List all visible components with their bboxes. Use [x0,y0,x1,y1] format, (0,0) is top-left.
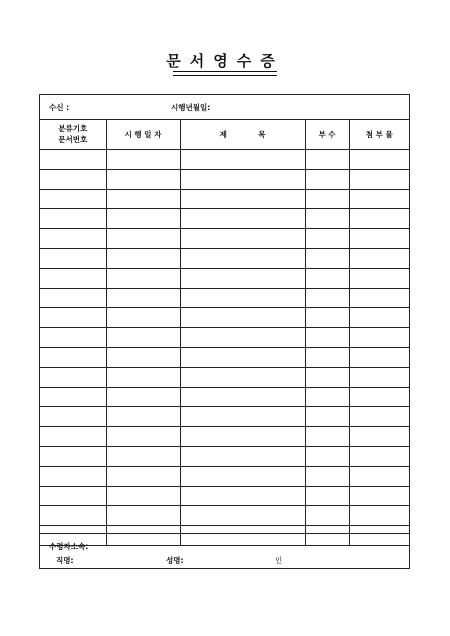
table-row [40,248,409,268]
table-row [40,268,409,288]
table-cell[interactable] [349,189,409,209]
table-cell[interactable] [40,347,106,367]
signature-area [40,533,409,570]
table-row [40,169,409,189]
table-cell[interactable] [305,506,349,526]
table-cell[interactable] [349,367,409,387]
table-cell[interactable] [40,288,106,308]
table-row [40,347,409,367]
table-cell[interactable] [180,347,305,367]
table-row [40,308,409,328]
table-cell[interactable] [106,446,180,466]
table-cell[interactable] [106,248,180,268]
code-label-line1: 분류기호 [58,124,88,133]
table-row [40,407,409,427]
table-cell[interactable] [40,506,106,526]
table-cell[interactable] [349,486,409,506]
table-cell[interactable] [106,229,180,249]
table-row [40,229,409,249]
column-header-copies: 부 수 [305,119,349,150]
table-cell[interactable] [106,407,180,427]
recipient-row [40,95,409,120]
code-label-line2: 문서번호 [58,135,88,144]
table-row [40,328,409,348]
table-cell[interactable] [40,367,106,387]
table-cell[interactable] [349,387,409,407]
table-cell[interactable] [106,308,180,328]
table-cell[interactable] [180,367,305,387]
table-cell[interactable] [180,288,305,308]
table-cell[interactable] [40,486,106,506]
table-cell[interactable] [180,486,305,506]
table-cell[interactable] [180,229,305,249]
column-header-date: 시 행 일 자 [106,119,180,150]
table-cell[interactable] [106,169,180,189]
table-cell[interactable] [106,506,180,526]
table-cell[interactable] [40,387,106,407]
table-cell[interactable] [349,308,409,328]
table-cell[interactable] [349,466,409,486]
table-cell[interactable] [180,466,305,486]
table-cell[interactable] [305,308,349,328]
table-cell[interactable] [40,150,106,170]
table-cell[interactable] [305,229,349,249]
table-cell[interactable] [349,268,409,288]
table-cell[interactable] [349,229,409,249]
table-cell[interactable] [40,248,106,268]
table-cell[interactable] [349,209,409,229]
table-cell[interactable] [180,189,305,209]
table-cell[interactable] [106,347,180,367]
table-cell[interactable] [180,268,305,288]
table-cell[interactable] [180,248,305,268]
table-cell[interactable] [305,387,349,407]
table-cell[interactable] [305,248,349,268]
table-cell[interactable] [305,288,349,308]
table-row [40,367,409,387]
column-header-attachment: 첨 부 물 [349,119,409,150]
table-cell[interactable] [180,446,305,466]
table-cell[interactable] [40,189,106,209]
table-cell[interactable] [349,169,409,189]
table-cell[interactable] [305,367,349,387]
table-cell[interactable] [305,189,349,209]
table-row [40,486,409,506]
table-header-row [40,119,409,150]
table-cell[interactable] [305,427,349,447]
table-row [40,466,409,486]
table-cell[interactable] [106,367,180,387]
table-cell[interactable] [40,268,106,288]
table-cell[interactable] [40,466,106,486]
recipient-label: 수신 : [49,103,70,112]
table-cell[interactable] [305,347,349,367]
table-cell[interactable] [106,466,180,486]
table-row [40,387,409,407]
table-cell[interactable] [106,150,180,170]
table-cell[interactable] [349,328,409,348]
table-cell[interactable] [349,347,409,367]
table-cell[interactable] [40,308,106,328]
document-title: 문서영수증 [166,52,284,70]
table-cell[interactable] [305,466,349,486]
seal-label: 인 [275,556,283,565]
table-cell[interactable] [349,427,409,447]
table-row [40,189,409,209]
table-cell[interactable] [305,169,349,189]
position-label: 직명: [56,556,74,565]
table-row [40,150,409,170]
table-cell[interactable] [180,328,305,348]
table-row [40,427,409,447]
table-cell[interactable] [305,328,349,348]
column-header-subject: 제 목 [180,119,305,150]
name-label: 성명: [166,556,184,565]
table-cell[interactable] [305,209,349,229]
table-cell[interactable] [40,446,106,466]
document-table [40,119,409,546]
table-cell[interactable] [40,209,106,229]
table-cell[interactable] [305,486,349,506]
table-cell[interactable] [349,150,409,170]
table-cell[interactable] [305,446,349,466]
table-row [40,446,409,466]
table-cell[interactable] [106,189,180,209]
table-cell[interactable] [40,229,106,249]
table-cell[interactable] [106,268,180,288]
table-cell[interactable] [305,150,349,170]
table-cell[interactable] [180,150,305,170]
table-row [40,209,409,229]
table-cell[interactable] [349,446,409,466]
table-cell[interactable] [40,169,106,189]
table-cell[interactable] [180,209,305,229]
table-row [40,506,409,526]
table-cell[interactable] [349,506,409,526]
table-cell[interactable] [349,248,409,268]
table-cell[interactable] [180,506,305,526]
table-cell[interactable] [180,407,305,427]
table-row [40,288,409,308]
table-cell[interactable] [349,407,409,427]
column-header-code [40,119,106,150]
table-cell[interactable] [305,268,349,288]
table-cell[interactable] [305,407,349,427]
table-cell[interactable] [180,427,305,447]
table-cell[interactable] [106,486,180,506]
receipt-form [39,94,410,569]
table-cell[interactable] [180,169,305,189]
table-cell[interactable] [349,288,409,308]
table-cell[interactable] [106,288,180,308]
table-cell[interactable] [180,308,305,328]
receiver-dept-label: 수령자소속: [49,542,89,551]
table-cell[interactable] [40,328,106,348]
table-cell[interactable] [180,387,305,407]
table-cell[interactable] [106,209,180,229]
table-cell[interactable] [106,387,180,407]
table-cell[interactable] [40,427,106,447]
title-underline [173,71,277,76]
table-cell[interactable] [40,407,106,427]
issue-date-label: 시행년월일: [171,103,211,112]
table-cell[interactable] [106,427,180,447]
table-cell[interactable] [106,328,180,348]
